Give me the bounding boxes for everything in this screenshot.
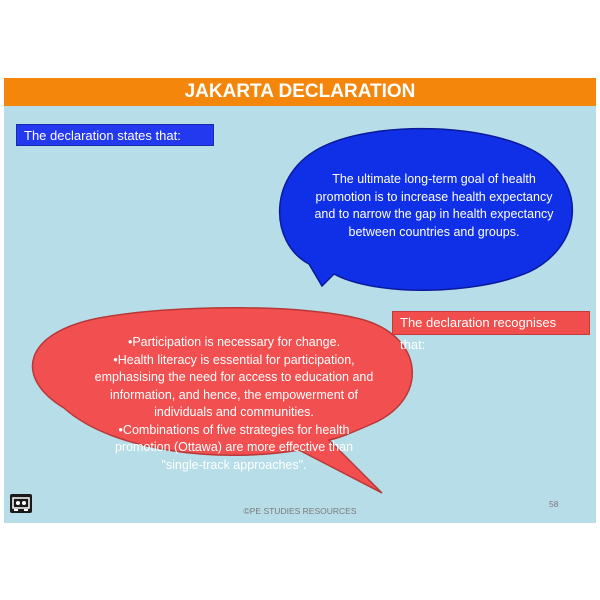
red-bubble-line: •Combinations of five strategies for health (118, 422, 350, 437)
slide (4, 78, 596, 523)
declaration-states-label: The declaration states that: (16, 124, 214, 146)
red-bubble-text (74, 334, 394, 474)
red-bubble-line: promotion (Ottawa) are more effective than (114, 440, 354, 454)
red-bubble-line: information, and hence, the empowerment of (109, 387, 359, 402)
slide-title: JAKARTA DECLARATION (4, 78, 596, 106)
declaration-recognises-label: The declaration recognises that: (392, 311, 590, 335)
red-bubble-line: emphasising the need for access to education and (94, 370, 374, 384)
red-bubble-line: individuals and communities. (154, 405, 314, 419)
page-number: 58 (549, 499, 559, 509)
red-bubble-line: •Participation is necessary for change. (127, 335, 341, 349)
red-bubble-line: •Health literacy is essential for participation, (113, 352, 355, 367)
blue-bubble-text: The ultimate long-term goal of health promotion is to increase health expectancy and to narrow the gap in health expectancy between countries and groups. (314, 172, 554, 239)
copyright-footer: ©PE STUDIES RESOURCES (243, 506, 357, 516)
red-bubble-line: "single-track approaches". (161, 457, 307, 472)
